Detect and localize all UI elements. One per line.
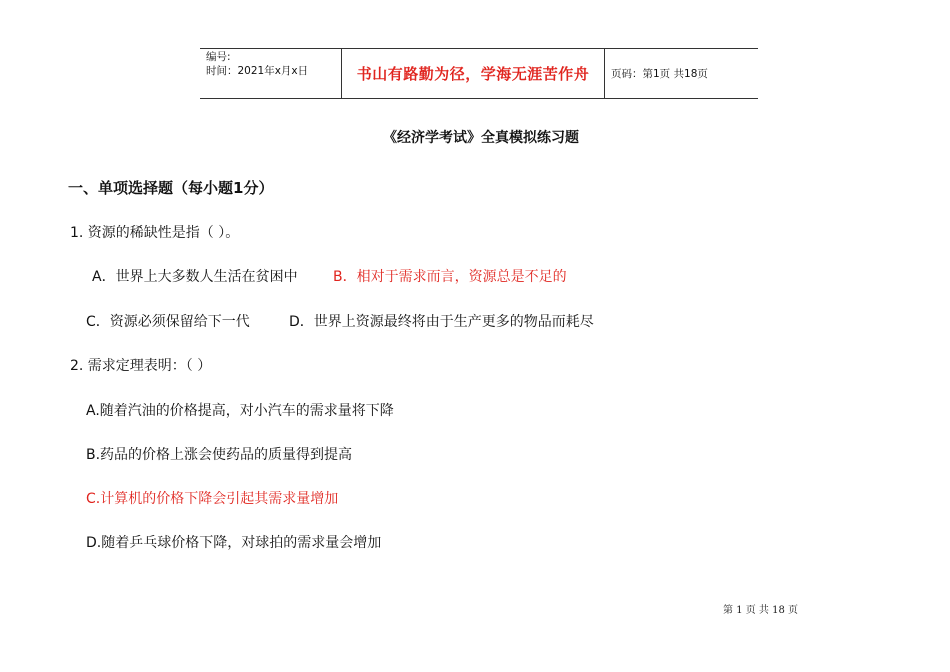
header-table (200, 48, 758, 99)
question-2-option-c: C.计算机的价格下降会引起其需求量增加 (86, 491, 339, 507)
question-1-stem: 1. 资源的稀缺性是指（ ）。 (70, 225, 240, 241)
question-2-option-b: B.药品的价格上涨会使药品的质量得到提高 (86, 447, 353, 463)
time-label: 时间：2021年x月x日 (206, 65, 309, 77)
question-1-option-a: A．世界上大多数人生活在贫困中 (92, 269, 298, 285)
question-2-option-d: D.随着乒乓球价格下降，对球拍的需求量会增加 (86, 535, 382, 551)
question-1-option-b: B．相对于需求而言，资源总是不足的 (333, 269, 567, 285)
header-meta-cell (200, 49, 342, 98)
question-2-option-a: A.随着汽油的价格提高，对小汽车的需求量将下降 (86, 403, 394, 419)
header-motto-cell (342, 49, 605, 98)
page-info: 页码：第1页 共18页 (611, 68, 708, 80)
document-title: 《经济学考试》全真模拟练习题 (383, 130, 579, 146)
question-1-option-d: D．世界上资源最终将由于生产更多的物品而耗尽 (289, 314, 594, 330)
header-page-cell (605, 49, 758, 98)
serial-label: 编号: (206, 51, 231, 63)
question-2-stem: 2. 需求定理表明：（ ） (70, 358, 212, 374)
question-1-option-c: C．资源必须保留给下一代 (86, 314, 250, 330)
page-footer: 第 1 页 共 18 页 (723, 605, 798, 616)
motto: 书山有路勤为径，学海无涯苦作舟 (356, 65, 590, 83)
section-heading: 一、单项选择题（每小题1分） (68, 179, 274, 197)
